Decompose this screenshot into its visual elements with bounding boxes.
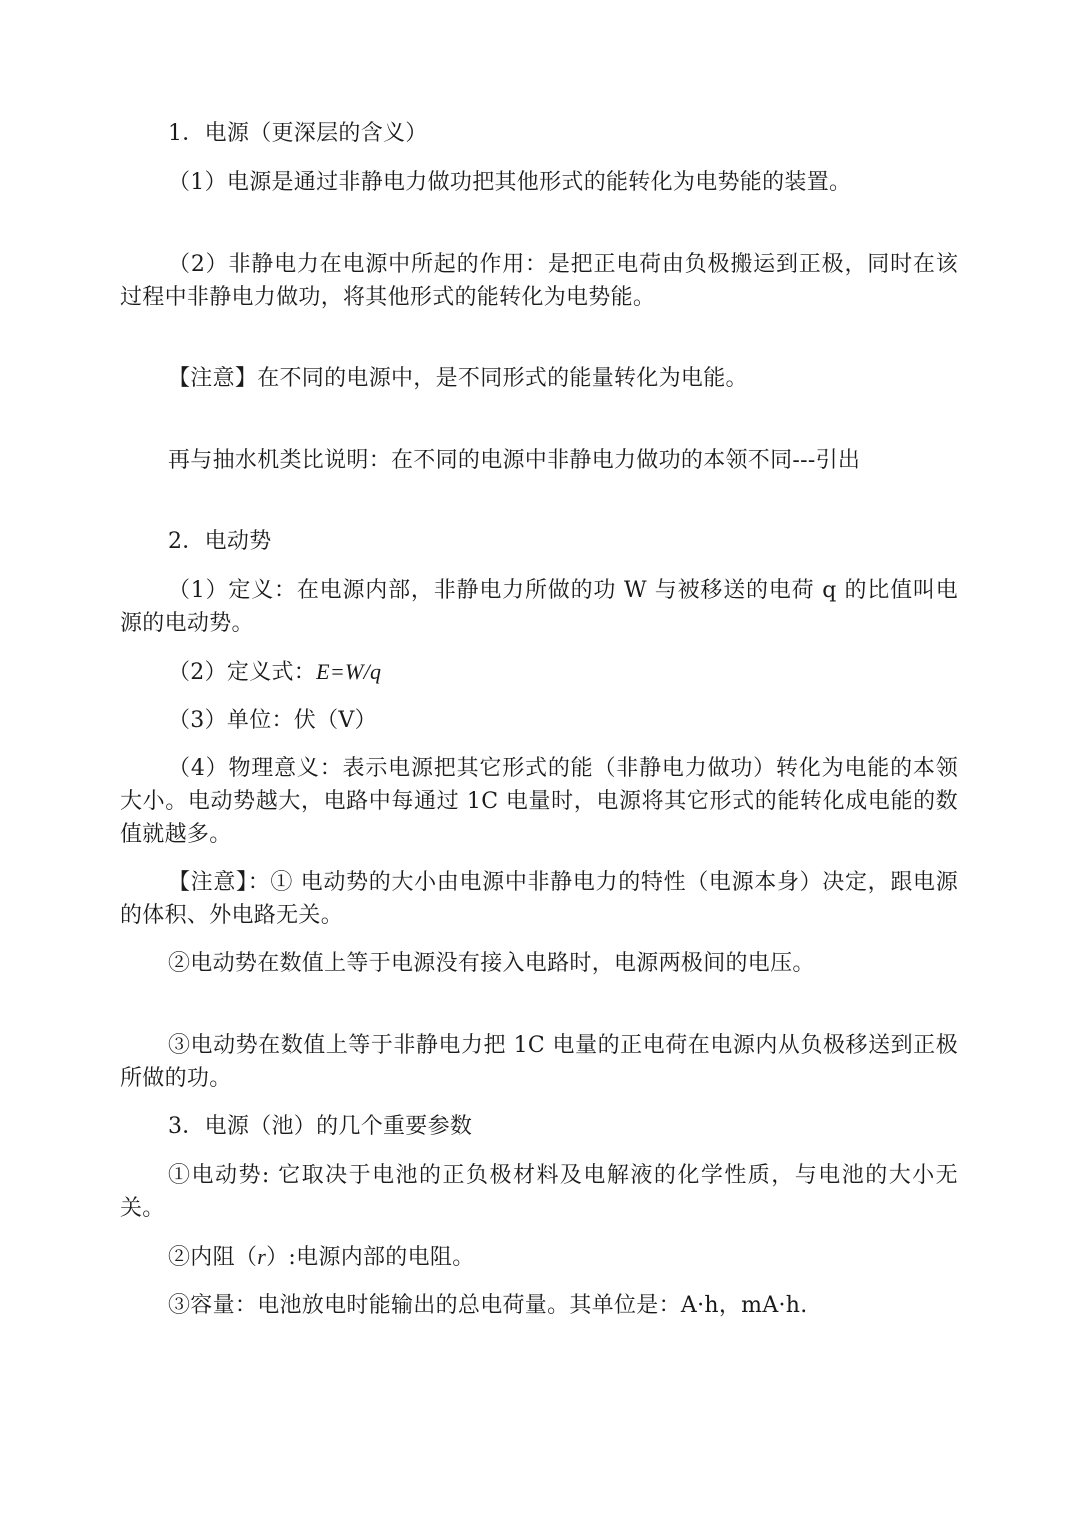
formula-expression: E=W/q [316,659,382,684]
section-3-internal-resistance [120,1240,958,1274]
section-1-heading: 1．电源（更深层的含义） [168,121,428,146]
section-3-capacity: ③容量：电池放电时能输出的总电荷量。其单位是：A·h，mA·h. [168,1293,808,1318]
section-2-note-2: ②电动势在数值上等于电源没有接入电路时，电源两极间的电压。 [168,951,815,976]
section-2-physical-meaning: （4）物理意义：表示电源把其它形式的能（非静电力做功）转化为电能的本领大小。电动势越大，电路中每通过 1C 电量时，电源将其它形式的能转化成电能的数值就越多。 [120,756,958,847]
section-1-paragraph-1: （1）电源是通过非静电力做功把其他形式的能转化为电势能的装置。 [168,170,852,195]
internal-resistance-desc: ）:电源内部的电阻。 [266,1245,475,1270]
section-3-emf: ①电动势: 它取决于电池的正负极材料及电解液的化学性质，与电池的大小无关。 [120,1163,958,1221]
section-2-definition: （1）定义：在电源内部，非静电力所做的功 W 与被移送的电荷 q 的比值叫电源的电动势。 [120,578,958,636]
section-2-formula-line [120,655,958,689]
section-3-heading: 3．电源（池）的几个重要参数 [168,1114,473,1139]
formula-label: （2）定义式： [168,660,317,685]
section-2-heading: 2．电动势 [168,529,272,554]
section-2-note-1: 【注意】：① 电动势的大小由电源中非静电力的特性（电源本身）决定，跟电源的体积、外电路无关。 [120,870,958,928]
section-2-note-3: ③电动势在数值上等于非静电力把 1C 电量的正电荷在电源内从负极移送到正极所做的功。 [120,1033,958,1091]
section-2-unit: （3）单位：伏（V） [168,708,377,733]
section-1-note: 【注意】在不同的电源中，是不同形式的能量转化为电能。 [168,366,748,391]
internal-resistance-label: ②内阻（ [168,1245,258,1270]
section-1-paragraph-2: （2）非静电力在电源中所起的作用：是把正电荷由负极搬运到正极，同时在该过程中非静电力做功，将其他形式的能转化为电势能。 [120,252,958,310]
section-1-analogy: 再与抽水机类比说明：在不同的电源中非静电力做功的本领不同---引出 [168,448,861,473]
internal-resistance-symbol: r [257,1244,267,1269]
